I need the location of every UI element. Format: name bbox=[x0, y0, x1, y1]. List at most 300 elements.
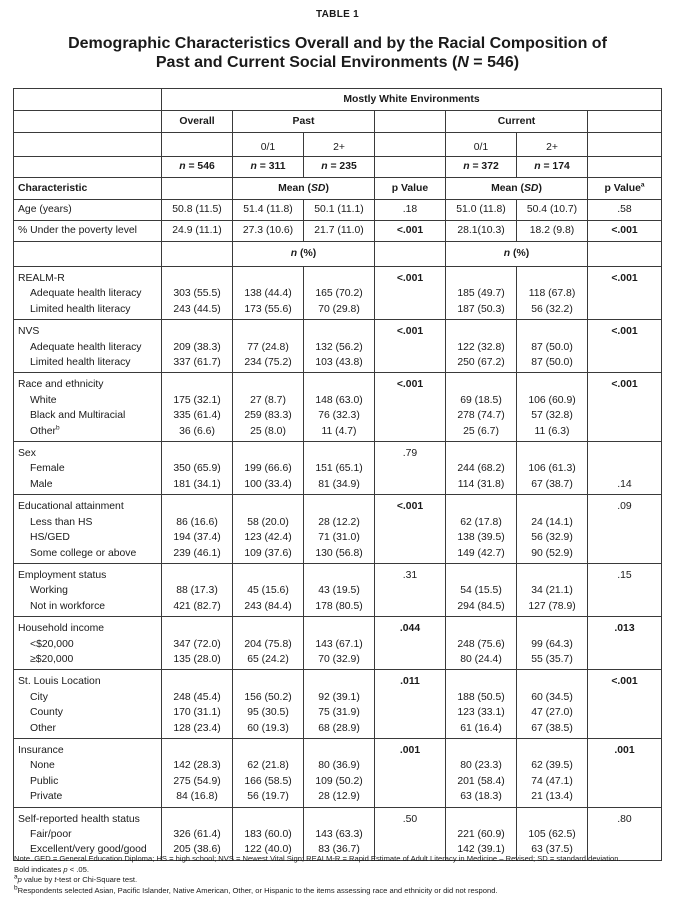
group-label-cell bbox=[14, 738, 162, 807]
blank-line bbox=[308, 812, 370, 827]
group-label-cell bbox=[14, 267, 162, 320]
header-row-n bbox=[14, 157, 662, 178]
cell-value: 25 (6.7) bbox=[463, 425, 499, 437]
cell-value: 123 (33.1) bbox=[457, 707, 505, 719]
table-row-group bbox=[14, 442, 662, 495]
col-current-0-1 bbox=[446, 442, 517, 495]
blank-line bbox=[450, 743, 512, 758]
blank-line bbox=[379, 477, 441, 492]
blank-line bbox=[450, 446, 512, 461]
n-current-0-1: n = 372 bbox=[446, 157, 517, 178]
past-0-1-header: 0/1 bbox=[233, 133, 304, 157]
col-current-0-1 bbox=[446, 563, 517, 616]
p-value: .09 bbox=[617, 501, 632, 513]
subrow-label: Less than HS bbox=[30, 516, 93, 528]
blank-line bbox=[308, 743, 370, 758]
col-p-past bbox=[375, 670, 446, 739]
col-current-0-1 bbox=[446, 617, 517, 670]
demographics-table bbox=[13, 88, 662, 861]
cell-cur01: 28.1(10.3) bbox=[446, 221, 517, 242]
blank-line bbox=[166, 568, 228, 583]
blank-line bbox=[237, 812, 299, 827]
p-value: .80 bbox=[617, 813, 632, 825]
col-past-0-1 bbox=[233, 495, 304, 564]
blank-line bbox=[592, 652, 657, 667]
cell-value: 70 (29.8) bbox=[318, 303, 360, 315]
cell-value: 239 (46.1) bbox=[173, 547, 221, 559]
col-past-0-1 bbox=[233, 442, 304, 495]
cell-value: 170 (31.1) bbox=[173, 707, 221, 719]
blank-line bbox=[379, 827, 441, 842]
cell-value: 114 (31.8) bbox=[457, 478, 505, 490]
blank-line bbox=[592, 705, 657, 720]
cell-past01: 27.3 (10.6) bbox=[233, 221, 304, 242]
subrow-label: City bbox=[30, 691, 48, 703]
cell-value: 11 (4.7) bbox=[321, 425, 357, 437]
group-label: Educational attainment bbox=[18, 501, 124, 513]
blank-line bbox=[379, 340, 441, 355]
cell-value: 183 (60.0) bbox=[244, 829, 292, 840]
group-label: St. Louis Location bbox=[18, 676, 101, 688]
cell-value: 83 (36.7) bbox=[318, 844, 360, 856]
table-row-group bbox=[14, 267, 662, 320]
col-current-0-1 bbox=[446, 670, 517, 739]
blank-line bbox=[379, 652, 441, 667]
cell-value: 105 (62.5) bbox=[528, 829, 576, 840]
blank-line bbox=[521, 674, 583, 689]
cell-value: 24 (14.1) bbox=[531, 516, 573, 528]
table-row-group bbox=[14, 670, 662, 739]
col-past-2plus bbox=[304, 495, 375, 564]
col-past-0-1 bbox=[233, 563, 304, 616]
blank-line bbox=[592, 530, 657, 545]
blank-line bbox=[379, 530, 441, 545]
col-p-past bbox=[375, 617, 446, 670]
col-p-past bbox=[375, 738, 446, 807]
cell-value: 128 (23.4) bbox=[173, 722, 221, 734]
blank-line bbox=[379, 774, 441, 789]
cell-past2: 50.1 (11.1) bbox=[304, 200, 375, 221]
cell-value: 55 (35.7) bbox=[531, 653, 573, 665]
table-row-group bbox=[14, 738, 662, 807]
subrow-label: County bbox=[30, 707, 63, 719]
cell-value: 65 (24.2) bbox=[247, 653, 289, 665]
col-current-2plus bbox=[517, 563, 588, 616]
blank-line bbox=[308, 324, 370, 339]
blank-line bbox=[450, 621, 512, 636]
blank-line bbox=[379, 408, 441, 423]
p-value: .14 bbox=[617, 478, 632, 490]
cell-value: 76 (32.3) bbox=[318, 410, 360, 422]
blank-line bbox=[450, 674, 512, 689]
blank-line bbox=[521, 499, 583, 514]
cell-value: 69 (18.5) bbox=[460, 394, 502, 406]
blank-line bbox=[592, 515, 657, 530]
col-overall bbox=[162, 617, 233, 670]
group-label: Sex bbox=[18, 448, 36, 460]
p-value: .50 bbox=[402, 813, 418, 825]
blank-line bbox=[592, 774, 657, 789]
group-label: Employment status bbox=[18, 569, 107, 581]
blank-line bbox=[592, 286, 657, 301]
blank-line bbox=[237, 324, 299, 339]
subrow-label: Adequate health literacy bbox=[30, 341, 142, 353]
note-abbreviations: Note. GED = General Education Diploma; HS = high school; NVS = Newest Vital Sign; REALM-R = Rapid Estimate of Adult Literacy in Medicine – Revised; SD = standard deviation. bbox=[14, 854, 621, 863]
p-value: .001 bbox=[399, 744, 421, 756]
col-past-0-1 bbox=[233, 320, 304, 373]
current-0-1-header: 0/1 bbox=[446, 133, 517, 157]
p-current: .58 bbox=[588, 200, 662, 221]
cell-value: 122 (40.0) bbox=[244, 844, 292, 856]
subrow-label: Limited health literacy bbox=[30, 357, 131, 369]
cell-value: 335 (61.4) bbox=[173, 410, 221, 422]
cell-value: 421 (82.7) bbox=[173, 600, 221, 612]
subrow-label: <$20,000 bbox=[30, 638, 74, 650]
blank-line bbox=[166, 621, 228, 636]
cell-value: 106 (60.9) bbox=[528, 394, 576, 406]
blank-line bbox=[379, 599, 441, 614]
col-overall bbox=[162, 563, 233, 616]
empty-cell bbox=[162, 242, 233, 267]
cell-value: 109 (50.2) bbox=[315, 775, 363, 787]
blank-line bbox=[166, 377, 228, 392]
col-current-0-1 bbox=[446, 495, 517, 564]
group-label-cell bbox=[14, 442, 162, 495]
col-overall bbox=[162, 320, 233, 373]
p-past: <.001 bbox=[375, 221, 446, 242]
col-current-2plus bbox=[517, 807, 588, 860]
col-past-2plus bbox=[304, 442, 375, 495]
col-overall bbox=[162, 267, 233, 320]
blank-line bbox=[379, 637, 441, 652]
blank-line bbox=[592, 599, 657, 614]
blank-line bbox=[450, 812, 512, 827]
col-overall bbox=[162, 442, 233, 495]
cell-value: 68 (28.9) bbox=[318, 722, 360, 734]
blank-line bbox=[379, 424, 441, 439]
cell-value: 99 (64.3) bbox=[531, 638, 573, 650]
blank-line bbox=[521, 812, 583, 827]
subrow-label: Fair/poor bbox=[30, 829, 72, 840]
col-p-current bbox=[588, 320, 662, 373]
blank-line bbox=[592, 546, 657, 561]
blank-line bbox=[592, 721, 657, 736]
col-p-current bbox=[588, 495, 662, 564]
p-value: .013 bbox=[614, 623, 635, 635]
cell-value: 67 (38.5) bbox=[531, 722, 573, 734]
blank-line bbox=[521, 621, 583, 636]
group-label-cell bbox=[14, 617, 162, 670]
p-value: <.001 bbox=[396, 501, 424, 513]
cell-value: 165 (70.2) bbox=[315, 288, 363, 300]
col-past-2plus bbox=[304, 563, 375, 616]
current-2plus-header: 2+ bbox=[517, 133, 588, 157]
col-past-0-1 bbox=[233, 738, 304, 807]
subrow-label: Some college or above bbox=[30, 547, 137, 559]
past-p-value-header: p Value bbox=[375, 178, 446, 200]
cell-value: 25 (8.0) bbox=[250, 425, 286, 437]
title-line-1: Demographic Characteristics Overall and by the Racial Composition of bbox=[68, 35, 607, 52]
empty-cell bbox=[14, 242, 162, 267]
col-overall bbox=[162, 807, 233, 860]
cell-value: 173 (55.6) bbox=[244, 303, 292, 315]
col-p-current bbox=[588, 442, 662, 495]
p-past: .18 bbox=[375, 200, 446, 221]
cell-overall: 24.9 (11.1) bbox=[162, 221, 233, 242]
cell-value: 248 (45.4) bbox=[173, 691, 221, 703]
cell-value: 80 (23.3) bbox=[460, 760, 502, 772]
cell-value: 326 (61.4) bbox=[173, 829, 221, 840]
cell-value: 118 (67.8) bbox=[528, 288, 576, 300]
p-value: <.001 bbox=[396, 273, 424, 284]
blank-line bbox=[379, 393, 441, 408]
row-label: % Under the poverty level bbox=[14, 221, 162, 242]
cell-value: 199 (66.6) bbox=[244, 463, 292, 475]
group-label-cell bbox=[14, 670, 162, 739]
blank-line bbox=[308, 674, 370, 689]
mostly-white-header: Mostly White Environments bbox=[162, 89, 662, 111]
cell-value: 61 (16.4) bbox=[460, 722, 502, 734]
n-current-2plus: n = 174 bbox=[517, 157, 588, 178]
cell-value: 28 (12.9) bbox=[318, 791, 360, 803]
p-value: .79 bbox=[402, 448, 418, 460]
cell-value: 187 (50.3) bbox=[457, 303, 505, 315]
empty-cell bbox=[588, 242, 662, 267]
cell-value: 58 (20.0) bbox=[247, 516, 289, 528]
subrow-label: Working bbox=[30, 585, 68, 597]
blank-line bbox=[237, 446, 299, 461]
col-overall bbox=[162, 738, 233, 807]
cell-value: 56 (32.2) bbox=[531, 303, 573, 315]
subrow-label: Black and Multiracial bbox=[30, 410, 126, 422]
past-header: Past bbox=[233, 111, 375, 133]
col-current-0-1 bbox=[446, 267, 517, 320]
p-value: <.001 bbox=[611, 326, 638, 338]
cell-value: 63 (37.5) bbox=[531, 844, 573, 856]
cell-value: 221 (60.9) bbox=[457, 829, 505, 840]
cell-value: 142 (28.3) bbox=[173, 760, 221, 772]
blank-line bbox=[379, 515, 441, 530]
cell-value: 132 (56.2) bbox=[315, 341, 363, 353]
n-past-0-1: n = 311 bbox=[233, 157, 304, 178]
cell-cur2: 18.2 (9.8) bbox=[517, 221, 588, 242]
p-value: .15 bbox=[617, 569, 632, 581]
group-label: REALM-R bbox=[18, 273, 65, 284]
blank-line bbox=[592, 302, 657, 317]
table-row-group bbox=[14, 807, 662, 860]
blank-line bbox=[592, 408, 657, 423]
col-past-0-1 bbox=[233, 267, 304, 320]
p-value: .001 bbox=[614, 744, 635, 756]
blank-line bbox=[450, 271, 512, 286]
blank-line bbox=[379, 461, 441, 476]
current-n-percent-header: n (%) bbox=[446, 242, 588, 267]
col-p-current bbox=[588, 373, 662, 442]
p-value: <.001 bbox=[396, 379, 424, 391]
cell-value: 63 (18.3) bbox=[460, 791, 502, 803]
cell-value: 278 (74.7) bbox=[457, 410, 505, 422]
subrow-label: White bbox=[30, 394, 57, 406]
cell-value: 60 (19.3) bbox=[247, 722, 289, 734]
group-label: Race and ethnicity bbox=[18, 379, 104, 391]
blank-line bbox=[592, 424, 657, 439]
cell-value: 75 (31.9) bbox=[318, 707, 360, 719]
table-row bbox=[14, 221, 662, 242]
subrow-label: Other$^b$ bbox=[30, 424, 60, 437]
group-label: NVS bbox=[18, 326, 40, 338]
col-current-2plus bbox=[517, 320, 588, 373]
table-title bbox=[40, 34, 635, 72]
empty-cell bbox=[375, 242, 446, 267]
col-p-past bbox=[375, 373, 446, 442]
cell-value: 109 (37.6) bbox=[244, 547, 292, 559]
blank-line bbox=[166, 674, 228, 689]
blank-line bbox=[166, 271, 228, 286]
group-label-cell bbox=[14, 807, 162, 860]
col-p-past bbox=[375, 442, 446, 495]
cell-value: 62 (17.8) bbox=[460, 516, 502, 528]
group-label-cell bbox=[14, 563, 162, 616]
col-past-2plus bbox=[304, 807, 375, 860]
subrow-label: Adequate health literacy bbox=[30, 288, 142, 300]
blank-line bbox=[592, 758, 657, 773]
cell-past01: 51.4 (11.8) bbox=[233, 200, 304, 221]
cell-value: 135 (28.0) bbox=[173, 653, 221, 665]
blank-line bbox=[237, 621, 299, 636]
subrow-label: HS/GED bbox=[30, 532, 70, 544]
cell-value: 81 (34.9) bbox=[318, 478, 360, 490]
characteristic-header: Characteristic bbox=[14, 178, 162, 200]
blank-line bbox=[521, 568, 583, 583]
current-header: Current bbox=[446, 111, 588, 133]
blank-line bbox=[308, 377, 370, 392]
cell-value: 77 (24.8) bbox=[247, 341, 289, 353]
blank-line bbox=[592, 789, 657, 804]
header-row-5 bbox=[14, 178, 662, 200]
blank-line bbox=[592, 340, 657, 355]
col-current-0-1 bbox=[446, 807, 517, 860]
cell-value: 138 (44.4) bbox=[244, 288, 292, 300]
cell-value: 294 (84.5) bbox=[457, 600, 505, 612]
cell-value: 86 (16.6) bbox=[176, 516, 218, 528]
cell-past2: 21.7 (11.0) bbox=[304, 221, 375, 242]
cell-value: 34 (21.1) bbox=[531, 585, 573, 597]
blank-line bbox=[592, 355, 657, 370]
cell-value: 194 (37.4) bbox=[173, 532, 221, 544]
col-overall bbox=[162, 373, 233, 442]
blank-line bbox=[450, 499, 512, 514]
n-overall: n = 546 bbox=[162, 157, 233, 178]
note-a: $^a$p value by t-test or Chi-Square test. bbox=[14, 873, 138, 885]
cell-value: 103 (43.8) bbox=[315, 357, 363, 369]
p-value: .31 bbox=[402, 569, 418, 581]
cell-value: 84 (16.8) bbox=[176, 791, 218, 803]
blank-line bbox=[308, 568, 370, 583]
cell-value: 205 (38.6) bbox=[173, 844, 221, 856]
col-current-0-1 bbox=[446, 373, 517, 442]
cell-value: 244 (68.2) bbox=[457, 463, 505, 475]
col-p-current bbox=[588, 738, 662, 807]
blank-line bbox=[379, 690, 441, 705]
col-current-0-1 bbox=[446, 738, 517, 807]
col-overall bbox=[162, 670, 233, 739]
group-label-cell bbox=[14, 373, 162, 442]
blank-line bbox=[450, 568, 512, 583]
group-label-cell bbox=[14, 495, 162, 564]
subrow-label: ≥$20,000 bbox=[30, 653, 74, 665]
blank-line bbox=[592, 690, 657, 705]
blank-line bbox=[166, 743, 228, 758]
subrow-label: Other bbox=[30, 722, 56, 734]
group-label: Insurance bbox=[18, 744, 64, 756]
blank-line bbox=[379, 302, 441, 317]
blank-line bbox=[379, 546, 441, 561]
group-label-cell bbox=[14, 320, 162, 373]
cell-value: 92 (39.1) bbox=[318, 691, 360, 703]
blank-line bbox=[379, 583, 441, 598]
group-label: Self-reported health status bbox=[18, 813, 140, 825]
cell-value: 123 (42.4) bbox=[244, 532, 292, 544]
col-current-2plus bbox=[517, 617, 588, 670]
blank-line bbox=[592, 637, 657, 652]
subrow-label: Female bbox=[30, 463, 65, 475]
col-past-2plus bbox=[304, 320, 375, 373]
col-past-0-1 bbox=[233, 617, 304, 670]
cell-value: 243 (44.5) bbox=[173, 303, 221, 315]
cell-value: 275 (54.9) bbox=[173, 775, 221, 787]
p-value: <.001 bbox=[611, 379, 638, 391]
note-b: $^b$Respondents selected Asian, Pacific Islander, Native American, Other, or Hispanic to the items assessing race and ethnicity or did not respond. bbox=[14, 884, 498, 895]
p-value: <.001 bbox=[611, 676, 638, 688]
cell-value: 62 (21.8) bbox=[247, 760, 289, 772]
cell-value: 143 (63.3) bbox=[315, 829, 363, 840]
cell-value: 70 (32.9) bbox=[318, 653, 360, 665]
cell-value: 250 (67.2) bbox=[457, 357, 505, 369]
cell-value: 62 (39.5) bbox=[531, 760, 573, 772]
n-percent-row bbox=[14, 242, 662, 267]
cell-value: 303 (55.5) bbox=[173, 288, 221, 300]
cell-value: 90 (52.9) bbox=[531, 547, 573, 559]
col-past-0-1 bbox=[233, 807, 304, 860]
header-row-2 bbox=[14, 111, 662, 133]
subrow-label: Private bbox=[30, 791, 63, 803]
cell-value: 142 (39.1) bbox=[457, 844, 505, 856]
cell-value: 36 (6.6) bbox=[179, 425, 215, 437]
blank-line bbox=[379, 789, 441, 804]
row-label: Age (years) bbox=[14, 200, 162, 221]
p-value: .044 bbox=[399, 623, 421, 635]
blank-line bbox=[521, 271, 583, 286]
col-overall bbox=[162, 495, 233, 564]
cell-value: 47 (27.0) bbox=[531, 707, 573, 719]
cell-value: 127 (78.9) bbox=[528, 600, 576, 612]
cell-value: 259 (83.3) bbox=[244, 410, 292, 422]
table-row-group bbox=[14, 373, 662, 442]
blank-line bbox=[592, 827, 657, 842]
cell-value: 209 (38.3) bbox=[173, 341, 221, 353]
cell-value: 130 (56.8) bbox=[315, 547, 363, 559]
cell-value: 350 (65.9) bbox=[173, 463, 221, 475]
cell-value: 201 (58.4) bbox=[457, 775, 505, 787]
cell-value: 100 (33.4) bbox=[244, 478, 292, 490]
cell-value: 95 (30.5) bbox=[247, 707, 289, 719]
cell-value: 43 (19.5) bbox=[318, 585, 360, 597]
blank-line bbox=[166, 324, 228, 339]
cell-value: 71 (31.0) bbox=[318, 532, 360, 544]
blank-line bbox=[308, 446, 370, 461]
cell-value: 243 (84.4) bbox=[244, 600, 292, 612]
cell-value: 74 (47.1) bbox=[531, 775, 573, 787]
